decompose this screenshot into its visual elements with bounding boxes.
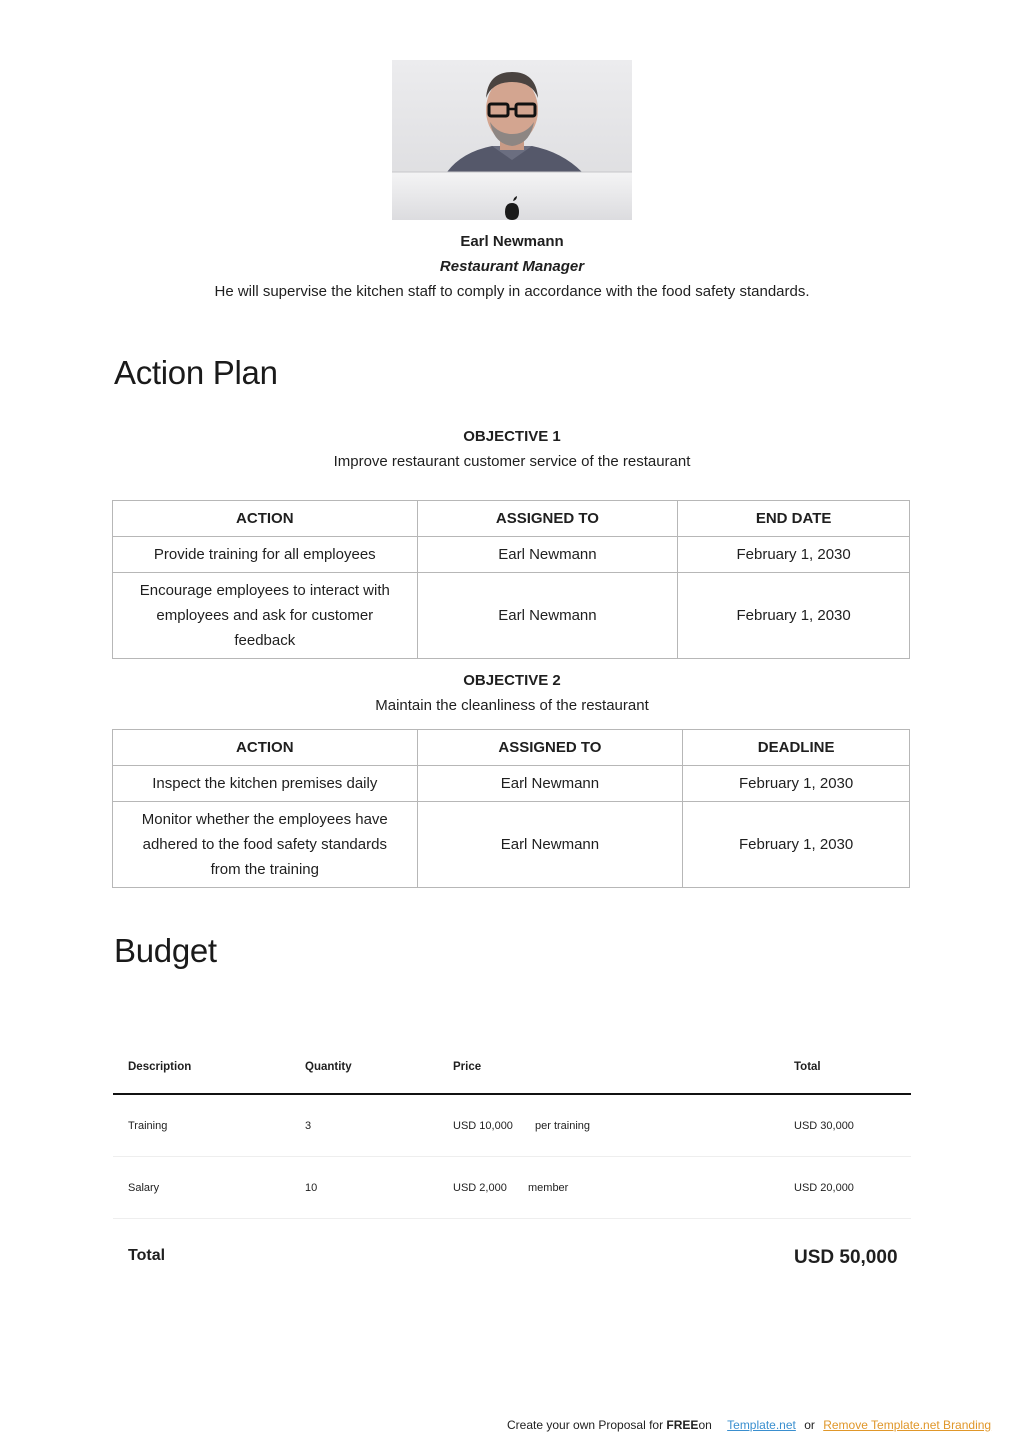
profile-photo <box>392 60 632 220</box>
action-cell: Inspect the kitchen premises daily <box>113 766 418 802</box>
action-cell: Provide training for all employees <box>113 537 418 573</box>
description-cell: Salary <box>128 1181 160 1194</box>
footer-on: on <box>698 1418 712 1432</box>
table-row <box>113 766 910 802</box>
price-cell: USD 2,000 <box>453 1181 507 1194</box>
person-description: He will supervise the kitchen staff to comply in accordance with the food safety standards. <box>214 283 810 300</box>
description-cell: Training <box>128 1119 168 1132</box>
date-cell: February 1, 2030 <box>678 537 910 573</box>
person-name: Earl Newmann <box>460 233 564 250</box>
column-header: Quantity <box>305 1060 352 1073</box>
column-header: DEADLINE <box>683 730 910 766</box>
quantity-cell: 10 <box>305 1181 318 1194</box>
assigned-cell: Earl Newmann <box>417 537 678 573</box>
portrait-image <box>392 60 632 220</box>
assigned-cell: Earl Newmann <box>417 573 678 659</box>
column-header: ACTION <box>113 501 418 537</box>
objective-1-title: OBJECTIVE 1 <box>463 428 561 445</box>
template-net-link[interactable]: Template.net <box>727 1418 796 1432</box>
footer-prefix: Create your own Proposal for <box>507 1418 664 1432</box>
budget-row <box>113 1095 911 1157</box>
budget-header-row <box>113 1040 911 1095</box>
date-cell: February 1, 2030 <box>683 802 910 888</box>
date-cell: February 1, 2030 <box>678 573 910 659</box>
table-header-row <box>113 730 910 766</box>
column-header: Total <box>794 1060 821 1073</box>
date-cell: February 1, 2030 <box>683 766 910 802</box>
remove-branding-link[interactable]: Remove Template.net Branding <box>823 1418 992 1432</box>
assigned-cell: Earl Newmann <box>417 802 683 888</box>
objective-1-description: Improve restaurant customer service of the restaurant <box>333 453 691 470</box>
table-row <box>113 537 910 573</box>
price-cell: USD 10,000 <box>453 1119 513 1132</box>
table-row <box>113 573 910 659</box>
column-header: END DATE <box>678 501 910 537</box>
total-cell: USD 20,000 <box>794 1181 854 1194</box>
footer-free: FREE <box>666 1418 699 1432</box>
budget-heading: Budget <box>114 932 217 969</box>
branding-footer <box>507 1418 991 1432</box>
column-header: Description <box>128 1060 192 1073</box>
total-cell: USD 30,000 <box>794 1119 854 1132</box>
action-cell: Monitor whether the employees have adhered to the food safety standards from the training <box>113 802 418 888</box>
footer-or: or <box>804 1418 815 1432</box>
objective-2-title: OBJECTIVE 2 <box>463 672 561 689</box>
quantity-cell: 3 <box>305 1119 312 1132</box>
action-plan-heading: Action Plan <box>114 354 278 391</box>
person-role: Restaurant Manager <box>439 258 585 275</box>
budget-table <box>113 1040 911 1299</box>
action-cell: Encourage employees to interact with employees and ask for customer feedback <box>113 573 418 659</box>
objective-2-table <box>112 729 910 888</box>
unit-cell: per training <box>535 1119 591 1132</box>
column-header: ACTION <box>113 730 418 766</box>
budget-row <box>113 1157 911 1219</box>
objective-2-description: Maintain the cleanliness of the restaurant <box>375 697 649 714</box>
column-header: Price <box>453 1060 482 1073</box>
total-label: Total <box>128 1247 166 1264</box>
total-value: USD 50,000 <box>794 1247 898 1268</box>
table-header-row <box>113 501 910 537</box>
column-header: ASSIGNED TO <box>417 501 678 537</box>
table-row <box>113 802 910 888</box>
column-header: ASSIGNED TO <box>417 730 683 766</box>
objective-1-table <box>112 500 910 659</box>
assigned-cell: Earl Newmann <box>417 766 683 802</box>
unit-cell: member <box>528 1181 569 1194</box>
budget-total-row <box>113 1219 911 1299</box>
